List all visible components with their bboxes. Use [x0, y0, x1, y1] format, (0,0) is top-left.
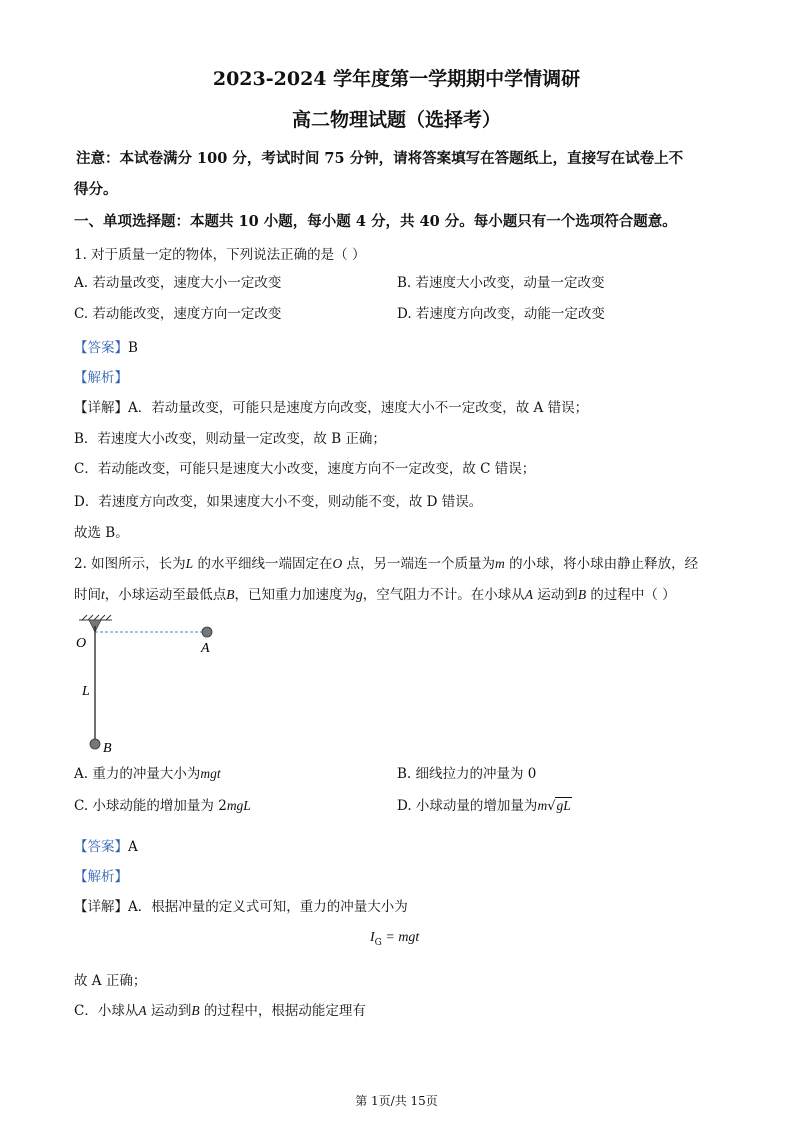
q2-answer — [74, 838, 138, 856]
q2-detail-1 — [74, 898, 408, 916]
q2-stem-line-2: 时间t，小球运动至最低点B，已知重力加速度为g，空气阻力不计。在小球从A 运动到B 的过程中（ ） — [74, 587, 676, 603]
q2-option-c: C. 小球动能的增加量为 2mgL — [74, 798, 251, 814]
notice-line-2: 得分。 — [74, 181, 118, 198]
section-heading: 一、单项选择题：本题共 10 小题，每小题 4 分，共 40 分。每小题只有一个选项符合题意。 — [74, 213, 677, 230]
q2-detail-3: C．小球从A 运动到B 的过程中，根据动能定理有 — [74, 1003, 366, 1019]
q2-detail-2: 故 A 正确； — [74, 973, 147, 989]
detail-text: A．根据冲量的定义式可知，重力的冲量大小为 — [128, 899, 408, 915]
q2-option-a: A. 重力的冲量大小为mgt — [74, 766, 221, 782]
q1-stem: 1. 对于质量一定的物体，下列说法正确的是（ ） — [74, 247, 366, 263]
label-l: L — [82, 684, 90, 699]
q1-detail-2: B．若速度大小改变，则动量一定改变，故 B 正确； — [74, 431, 386, 447]
q2-option-d: D. 小球动量的增加量为m√gL — [397, 798, 571, 814]
q1-option-b: B. 若速度大小改变，动量一定改变 — [397, 275, 605, 291]
label-a: A — [201, 641, 210, 656]
exam-title: 2023-2024 学年度第一学期期中学情调研 — [212, 68, 581, 90]
q1-detail-1 — [74, 399, 588, 417]
answer-value: B — [128, 340, 138, 356]
answer-label: 【答案】 — [74, 839, 128, 855]
q1-option-a: A. 若动量改变，速度大小一定改变 — [74, 275, 282, 291]
detail-text: A．若动量改变，可能只是速度方向改变，速度大小不一定改变，故 A 错误； — [128, 400, 589, 416]
impulse-formula: $I_G$ = mgt — [370, 930, 420, 948]
q1-option-c: C. 若动能改变，速度方向一定改变 — [74, 306, 282, 322]
q1-detail-3: C．若动能改变，可能只是速度大小改变，速度方向不一定改变，故 C 错误； — [74, 461, 536, 477]
exam-subtitle: 高二物理试题（选择考） — [291, 109, 501, 131]
q1-option-d: D. 若速度方向改变，动能一定改变 — [397, 306, 605, 322]
detail-label: 【详解】 — [74, 899, 128, 915]
q1-answer — [74, 339, 138, 357]
label-o: O — [76, 636, 87, 651]
q1-analysis-label: 【解析】 — [74, 370, 128, 386]
q1-detail-4: D．若速度方向改变，如果速度大小不变，则动能不变，故 D 错误。 — [74, 494, 483, 510]
q1-conclusion: 故选 B。 — [74, 525, 129, 541]
sqrt-icon: √ — [547, 799, 556, 814]
q2-option-b: B. 细线拉力的冲量为 0 — [397, 766, 537, 782]
label-b: B — [103, 741, 112, 756]
answer-label: 【答案】 — [74, 340, 128, 356]
q2-analysis-label: 【解析】 — [74, 869, 128, 885]
pendulum-figure — [70, 612, 240, 762]
ball-at-a — [202, 627, 212, 637]
notice-line-1: 注意：本试卷满分 100 分，考试时间 75 分钟，请将答案填写在答题纸上，直接写在试卷上不 — [76, 150, 684, 167]
page-footer: 第 1页/共 15页 — [355, 1094, 438, 1108]
detail-label: 【详解】 — [74, 400, 128, 416]
ball-at-b — [90, 739, 100, 749]
answer-value: A — [128, 839, 138, 855]
q2-stem-line-1: 2. 如图所示，长为L 的水平细线一端固定在O 点，另一端连一个质量为m 的小球，将小球由静止释放，经 — [74, 556, 699, 572]
